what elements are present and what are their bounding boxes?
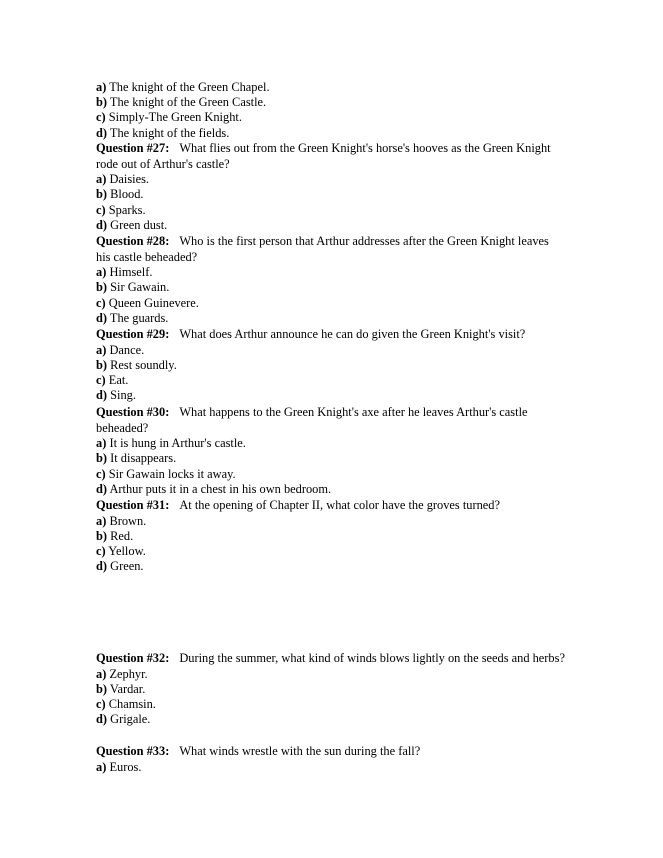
answer-letter: b) <box>96 451 108 466</box>
answer-option <box>96 203 566 218</box>
answer-letter: a) <box>96 342 107 357</box>
answer-text: It disappears. <box>110 451 177 466</box>
question-number: Question #29: <box>96 327 170 341</box>
answer-letter: d) <box>96 559 108 574</box>
answer-text: Grigale. <box>110 712 151 727</box>
answer-letter: d) <box>96 481 108 496</box>
question-block <box>96 744 566 775</box>
answer-letter: c) <box>96 110 106 125</box>
answer-text: It is hung in Arthur's castle. <box>109 436 246 451</box>
answer-letter: b) <box>96 357 108 372</box>
answer-letter: d) <box>96 310 108 325</box>
answer-letter: a) <box>96 666 107 681</box>
answer-letter: c) <box>96 202 106 217</box>
answer-option <box>96 697 566 712</box>
answer-text: Yellow. <box>108 543 146 558</box>
question-number: Question #33: <box>96 744 170 758</box>
answer-text: Himself. <box>109 265 153 280</box>
question <box>96 744 566 760</box>
answer-option <box>96 343 566 358</box>
answer-letter: d) <box>96 125 108 140</box>
answer-option <box>96 95 566 110</box>
answer-letter: c) <box>96 543 106 558</box>
answer-option <box>96 451 566 466</box>
question-number: Question #30: <box>96 405 170 419</box>
answer-option <box>96 296 566 311</box>
answer-letter: c) <box>96 372 106 387</box>
answer-text: Daisies. <box>109 172 150 187</box>
answer-text: Simply-The Green Knight. <box>108 110 242 125</box>
answer-text: The knight of the fields. <box>109 125 230 140</box>
answer-letter: b) <box>96 187 108 202</box>
question-number: Question #28: <box>96 234 170 248</box>
question <box>96 498 566 514</box>
question-block <box>96 234 566 326</box>
answer-text: The knight of the Green Castle. <box>109 95 267 110</box>
question-text: Who is the first person that Arthur addresses after the Green Knight leaves his castle beheaded? <box>96 234 549 264</box>
question <box>96 651 566 667</box>
answer-option <box>96 467 566 482</box>
answer-text: Sir Gawain locks it away. <box>108 466 236 481</box>
question-number: Question #32: <box>96 651 170 665</box>
answer-option <box>96 436 566 451</box>
question <box>96 141 566 172</box>
answer-text: Rest soundly. <box>110 357 177 372</box>
answer-letter: c) <box>96 295 106 310</box>
question-text: What does Arthur announce he can do given the Green Knight's visit? <box>179 327 526 341</box>
answer-letter: c) <box>96 466 106 481</box>
answer-option <box>96 311 566 326</box>
answer-text: Sing. <box>110 388 136 403</box>
answer-option <box>96 358 566 373</box>
answer-option <box>96 760 566 775</box>
question-text: What flies out from the Green Knight's horse's hooves as the Green Knight rode out of Arthur's castle? <box>96 141 551 171</box>
answer-option <box>96 712 566 727</box>
question <box>96 327 566 343</box>
answer-text: Arthur puts it in a chest in his own bedroom. <box>109 481 332 496</box>
answer-text: Green. <box>110 559 144 574</box>
answer-option <box>96 682 566 697</box>
answer-letter: b) <box>96 681 108 696</box>
answer-option <box>96 388 566 403</box>
answer-text: Blood. <box>110 187 144 202</box>
question-block <box>96 327 566 403</box>
answer-letter: a) <box>96 513 107 528</box>
answer-option <box>96 667 566 682</box>
answer-text: Brown. <box>109 513 147 528</box>
answer-option <box>96 482 566 497</box>
answer-letter: b) <box>96 95 108 110</box>
question-block <box>96 141 566 233</box>
answer-text: Vardar. <box>109 681 146 696</box>
answer-letter: d) <box>96 217 108 232</box>
answer-letter: d) <box>96 388 108 403</box>
answer-option <box>96 110 566 125</box>
answer-option <box>96 373 566 388</box>
answer-option <box>96 559 566 574</box>
answer-option <box>96 280 566 295</box>
answer-text: The guards. <box>109 310 169 325</box>
answer-letter: a) <box>96 172 107 187</box>
answer-option <box>96 187 566 202</box>
question-number: Question #27: <box>96 141 170 155</box>
answer-letter: a) <box>96 759 107 774</box>
question-number: Question #31: <box>96 498 170 512</box>
answer-option <box>96 544 566 559</box>
answer-option <box>96 265 566 280</box>
answer-option <box>96 80 566 95</box>
question-text: At the opening of Chapter II, what color have the groves turned? <box>179 498 501 512</box>
question-block <box>96 498 566 574</box>
answer-text: Sparks. <box>108 202 146 217</box>
question-text: What happens to the Green Knight's axe after he leaves Arthur's castle beheaded? <box>96 405 528 435</box>
answer-text: Zephyr. <box>109 666 148 681</box>
answer-text: Red. <box>110 528 134 543</box>
answer-list-continued <box>96 80 566 141</box>
answer-text: Green dust. <box>110 217 168 232</box>
question-block <box>96 405 566 497</box>
answer-option <box>96 514 566 529</box>
answer-text: Eat. <box>108 372 129 387</box>
question-text: What winds wrestle with the sun during the fall? <box>179 744 421 758</box>
answer-text: Chamsin. <box>108 696 156 711</box>
answer-letter: c) <box>96 696 106 711</box>
answer-option <box>96 218 566 233</box>
answer-text: Dance. <box>109 342 145 357</box>
answer-letter: a) <box>96 265 107 280</box>
answer-text: Queen Guinevere. <box>108 295 199 310</box>
answer-letter: b) <box>96 528 108 543</box>
question <box>96 234 566 265</box>
answer-text: The knight of the Green Chapel. <box>109 80 270 94</box>
answer-letter: b) <box>96 280 108 295</box>
question-text: During the summer, what kind of winds blows lightly on the seeds and herbs? <box>179 651 565 665</box>
answer-letter: a) <box>96 436 107 451</box>
answer-letter: a) <box>96 80 107 94</box>
answer-option <box>96 172 566 187</box>
answer-option <box>96 529 566 544</box>
question-block <box>96 651 566 727</box>
answer-letter: d) <box>96 712 108 727</box>
question <box>96 405 566 436</box>
answer-text: Euros. <box>109 759 142 774</box>
answer-option <box>96 126 566 141</box>
answer-text: Sir Gawain. <box>110 280 170 295</box>
